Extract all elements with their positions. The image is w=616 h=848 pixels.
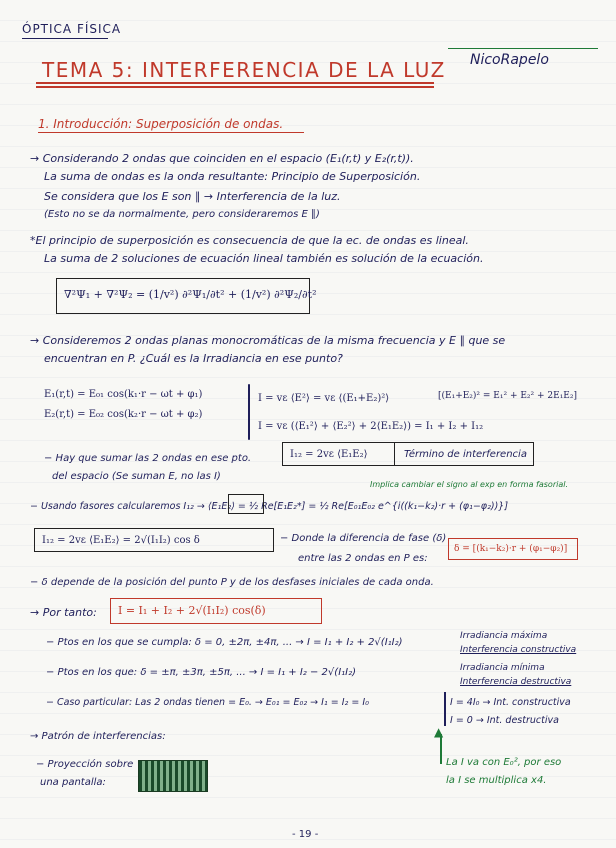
text-line: La suma de 2 soluciones de ecuación lineal también es solución de la ecuación. — [44, 252, 484, 265]
subject-underline — [22, 38, 108, 39]
text-line: *El principio de superposición es consecuencia de que la ec. de ondas es lineal. — [30, 234, 469, 247]
maxima-line: − Ptos en los que se cumpla: δ = 0, ±2π, ±4π, ... → I = I₁ + I₂ + 2√(I₁I₂) — [46, 637, 403, 648]
special-constructive: I = 4I₀ → Int. constructiva — [450, 697, 571, 708]
section-heading: 1. Introducción: Superposición de ondas. — [38, 117, 284, 131]
minima-label-2: Interferencia destructiva — [460, 677, 572, 687]
text-line: Se considera que los E son ∥ → Interferencia de la luz. — [44, 190, 341, 203]
text-line: → Consideremos 2 ondas planas monocromáticas de la misma frecuencia y E ∥ que se — [30, 334, 506, 347]
i12-small-box — [228, 494, 264, 514]
field-equation-1: E₁(r,t) = E₀₁ cos(k₁·r − ωt + φ₁) — [44, 389, 203, 400]
special-case-line: − Caso particular: Las 2 ondas tienen = E₀. → E₀₁ = E₀₂ → I₁ = I₂ = I₀ — [46, 697, 369, 708]
fringe-pattern-image — [138, 760, 208, 792]
section-underline — [38, 132, 304, 133]
delta-text-2: entre las 2 ondas en P es: — [298, 553, 428, 564]
text-line: La suma de ondas es la onda resultante: Principio de Superposición. — [44, 170, 421, 183]
special-destructive: I = 0 → Int. destructiva — [450, 715, 559, 726]
expansion-note: [(E₁+E₂)² = E₁² + E₂² + 2E₁E₂] — [438, 391, 577, 401]
therefore-label: → Por tanto: — [30, 606, 97, 619]
subject-label: ÓPTICA FÍSICA — [22, 22, 122, 36]
minima-line: − Ptos en los que: δ = ±π, ±3π, ±5π, ... → I = I₁ + I₂ − 2√(I₁I₂) — [46, 667, 357, 678]
text-line: → Considerando 2 ondas que coinciden en el espacio (E₁(r,t) y E₂(r,t)). — [30, 152, 414, 165]
side-note-2: la I se multiplica x4. — [446, 775, 547, 786]
maxima-label-2: Interferencia constructiva — [460, 645, 577, 655]
interference-term-label: Término de interferencia — [404, 449, 527, 460]
delta-definition: δ = [(k₁−k₂)·r + (φ₁−φ₂)] — [454, 544, 568, 554]
irradiance-equation-2: I = vε (⟨E₁²⟩ + ⟨E₂²⟩ + 2⟨E₁E₂⟩) = I₁ + I₂ + I₁₂ — [258, 421, 484, 432]
note-arrow-head-icon: ▲ — [434, 725, 444, 739]
projection-text-1: − Proyección sobre — [36, 759, 134, 770]
phasor-line: − Usando fasores calcularemos I₁₂ → ⟨E₁E₂⟩ = ½ Re[E₁E₂*] = ½ Re[E₀₁E₀₂ e^{i((k₁−k₂)·r + (φ₁−φ₂))}] — [30, 501, 509, 512]
projection-text-2: una pantalla: — [40, 777, 106, 788]
phasor-hint: Implica cambiar el signo al exp en forma fasorial. — [370, 480, 568, 489]
brace — [248, 384, 250, 440]
text-line: (Esto no se da normalmente, pero consideraremos E ∥) — [44, 209, 320, 220]
author-signature: NicoRapelo — [470, 52, 549, 68]
signature-line — [448, 48, 598, 49]
delta-text-1: − Donde la diferencia de fase (δ) — [280, 533, 447, 544]
page-number: - 19 - — [292, 829, 319, 840]
text-line: encuentran en P. ¿Cuál es la Irradiancia en ese punto? — [44, 352, 343, 365]
text-line: − δ depende de la posición del punto P y de los desfases iniciales de cada onda. — [30, 577, 434, 588]
wave-equation: ∇²Ψ₁ + ∇²Ψ₂ = (1/v²) ∂²Ψ₁/∂t² + (1/v²) ∂²Ψ₂/∂t² — [64, 288, 317, 301]
maxima-label-1: Irradiancia máxima — [460, 631, 548, 641]
i12-result: I₁₂ = 2vε ⟨E₁E₂⟩ = 2√(I₁I₂) cos δ — [42, 535, 200, 546]
main-formula: I = I₁ + I₂ + 2√(I₁I₂) cos(δ) — [118, 604, 266, 617]
brace — [444, 692, 446, 726]
irradiance-equation-1: I = vε ⟨E²⟩ = vε ⟨(E₁+E₂)²⟩ — [258, 393, 390, 404]
pattern-heading: → Patrón de interferencias: — [30, 731, 166, 742]
minima-label-1: Irradiancia mínima — [460, 663, 545, 673]
title-underline-1 — [36, 82, 434, 84]
box-divider — [394, 442, 395, 466]
title-underline-2 — [36, 86, 434, 88]
page-title: TEMA 5: INTERFERENCIA DE LA LUZ — [42, 58, 446, 82]
side-note-1: La I va con E₀², por eso — [446, 757, 562, 768]
field-equation-2: E₂(r,t) = E₀₂ cos(k₂·r − ωt + φ₂) — [44, 409, 203, 420]
interference-term-def: I₁₂ = 2vε ⟨E₁E₂⟩ — [290, 449, 368, 460]
text-line: del espacio (Se suman E, no las I) — [52, 471, 221, 482]
text-line: − Hay que sumar las 2 ondas en ese pto. — [44, 453, 252, 464]
